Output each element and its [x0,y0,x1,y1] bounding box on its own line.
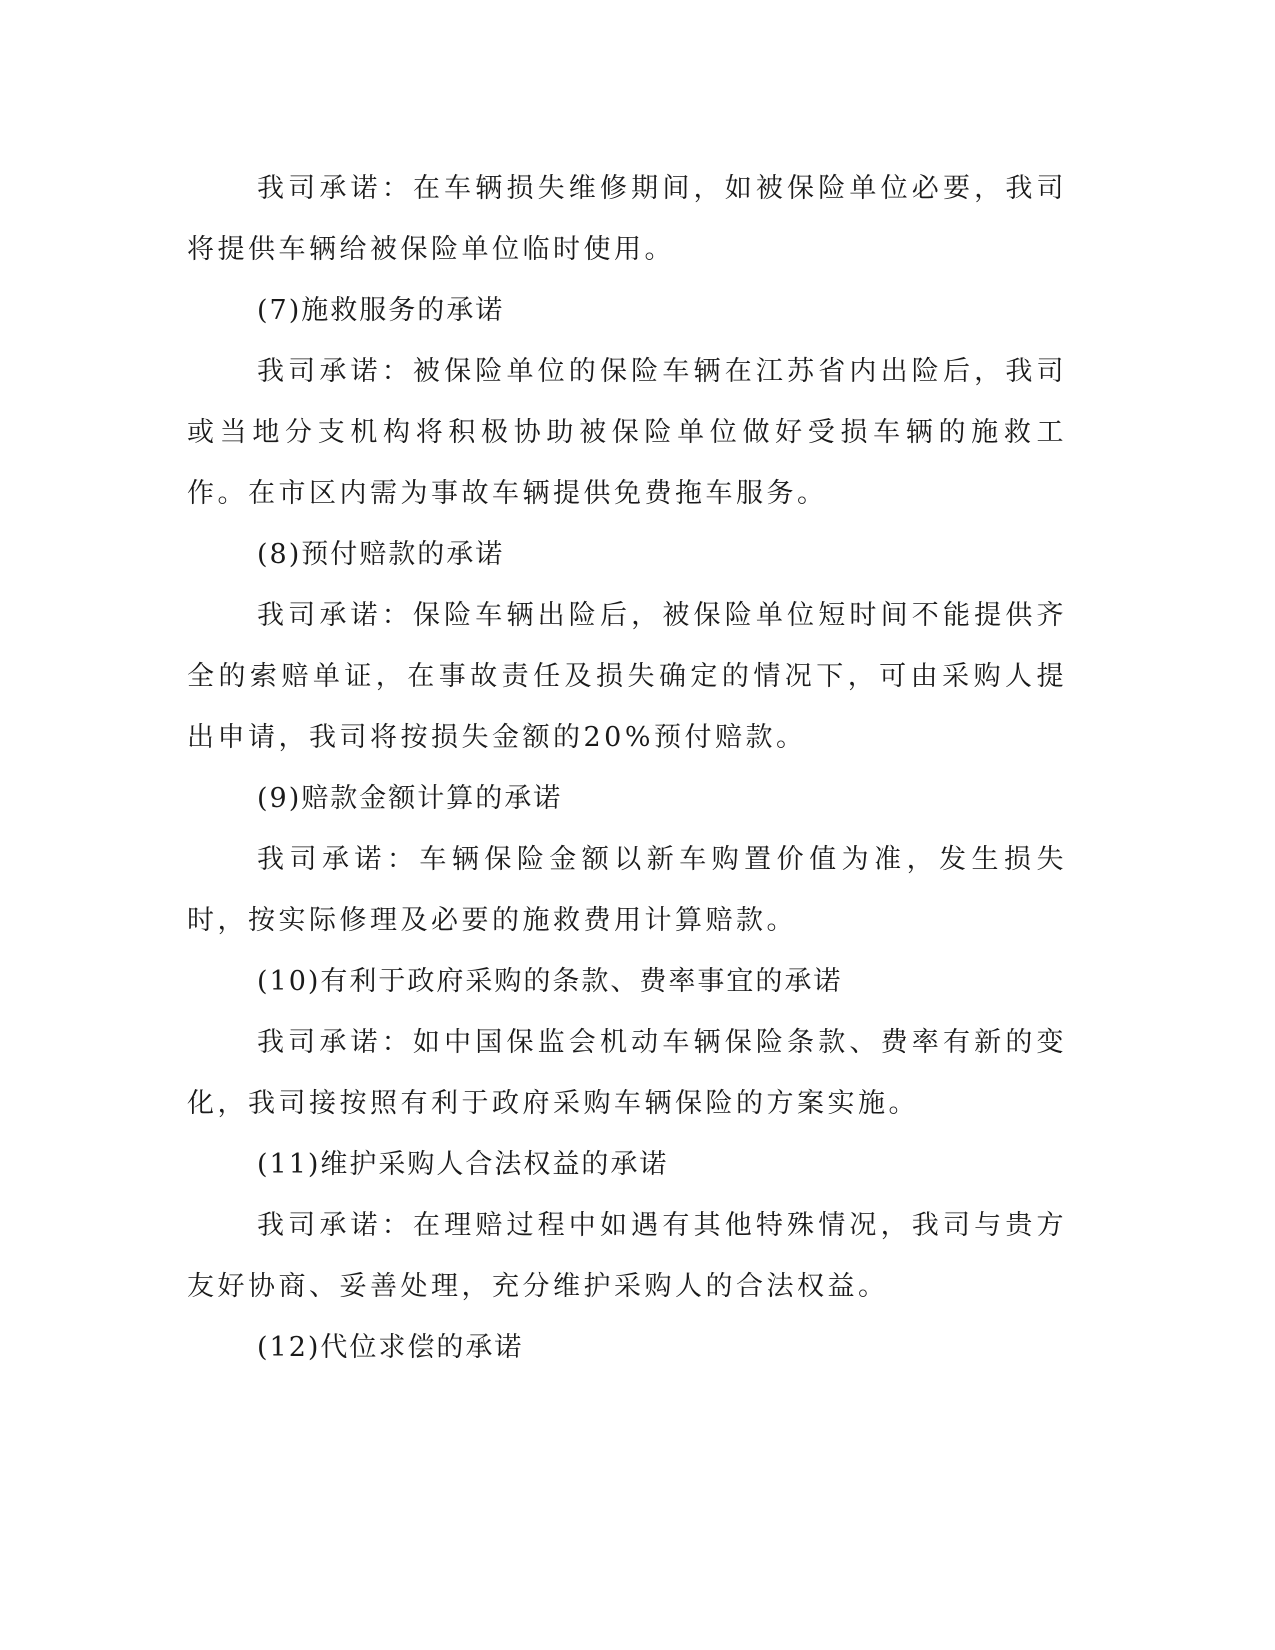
paragraph-vehicle-replacement: 我司承诺：在车辆损失维修期间，如被保险单位必要，我司将提供车辆给被保险单位临时使用。 [187,173,1067,265]
paragraph-advance-payment: 我司承诺：保险车辆出险后，被保险单位短时间不能提供齐全的索赔单证，在事故责任及损失确定的情况下，可由采购人提出申请，我司将按损失金额的20%预付赔款。 [187,600,1067,753]
heading-rescue-service: (7)施救服务的承诺 [257,295,505,326]
document-body [187,158,1067,1378]
paragraph-procurement-terms: 我司承诺：如中国保监会机动车辆保险条款、费率有新的变化，我司接按照有利于政府采购车辆保险的方案实施。 [187,1027,1067,1119]
paragraph-purchaser-rights: 我司承诺：在理赔过程中如遇有其他特殊情况，我司与贵方友好协商、妥善处理，充分维护采购人的合法权益。 [187,1210,1067,1302]
heading-advance-payment: (8)预付赔款的承诺 [257,539,505,570]
heading-subrogation: (12)代位求偿的承诺 [257,1332,524,1363]
heading-procurement-terms: (10)有利于政府采购的条款、费率事宜的承诺 [257,966,843,997]
paragraph-claim-calculation: 我司承诺：车辆保险金额以新车购置价值为准，发生损失时，按实际修理及必要的施救费用计算赔款。 [187,844,1067,936]
heading-purchaser-rights: (11)维护采购人合法权益的承诺 [257,1149,669,1180]
paragraph-rescue-service: 我司承诺：被保险单位的保险车辆在江苏省内出险后，我司或当地分支机构将积极协助被保险单位做好受损车辆的施救工作。在市区内需为事故车辆提供免费拖车服务。 [187,356,1067,509]
heading-claim-calculation: (9)赔款金额计算的承诺 [257,783,563,814]
